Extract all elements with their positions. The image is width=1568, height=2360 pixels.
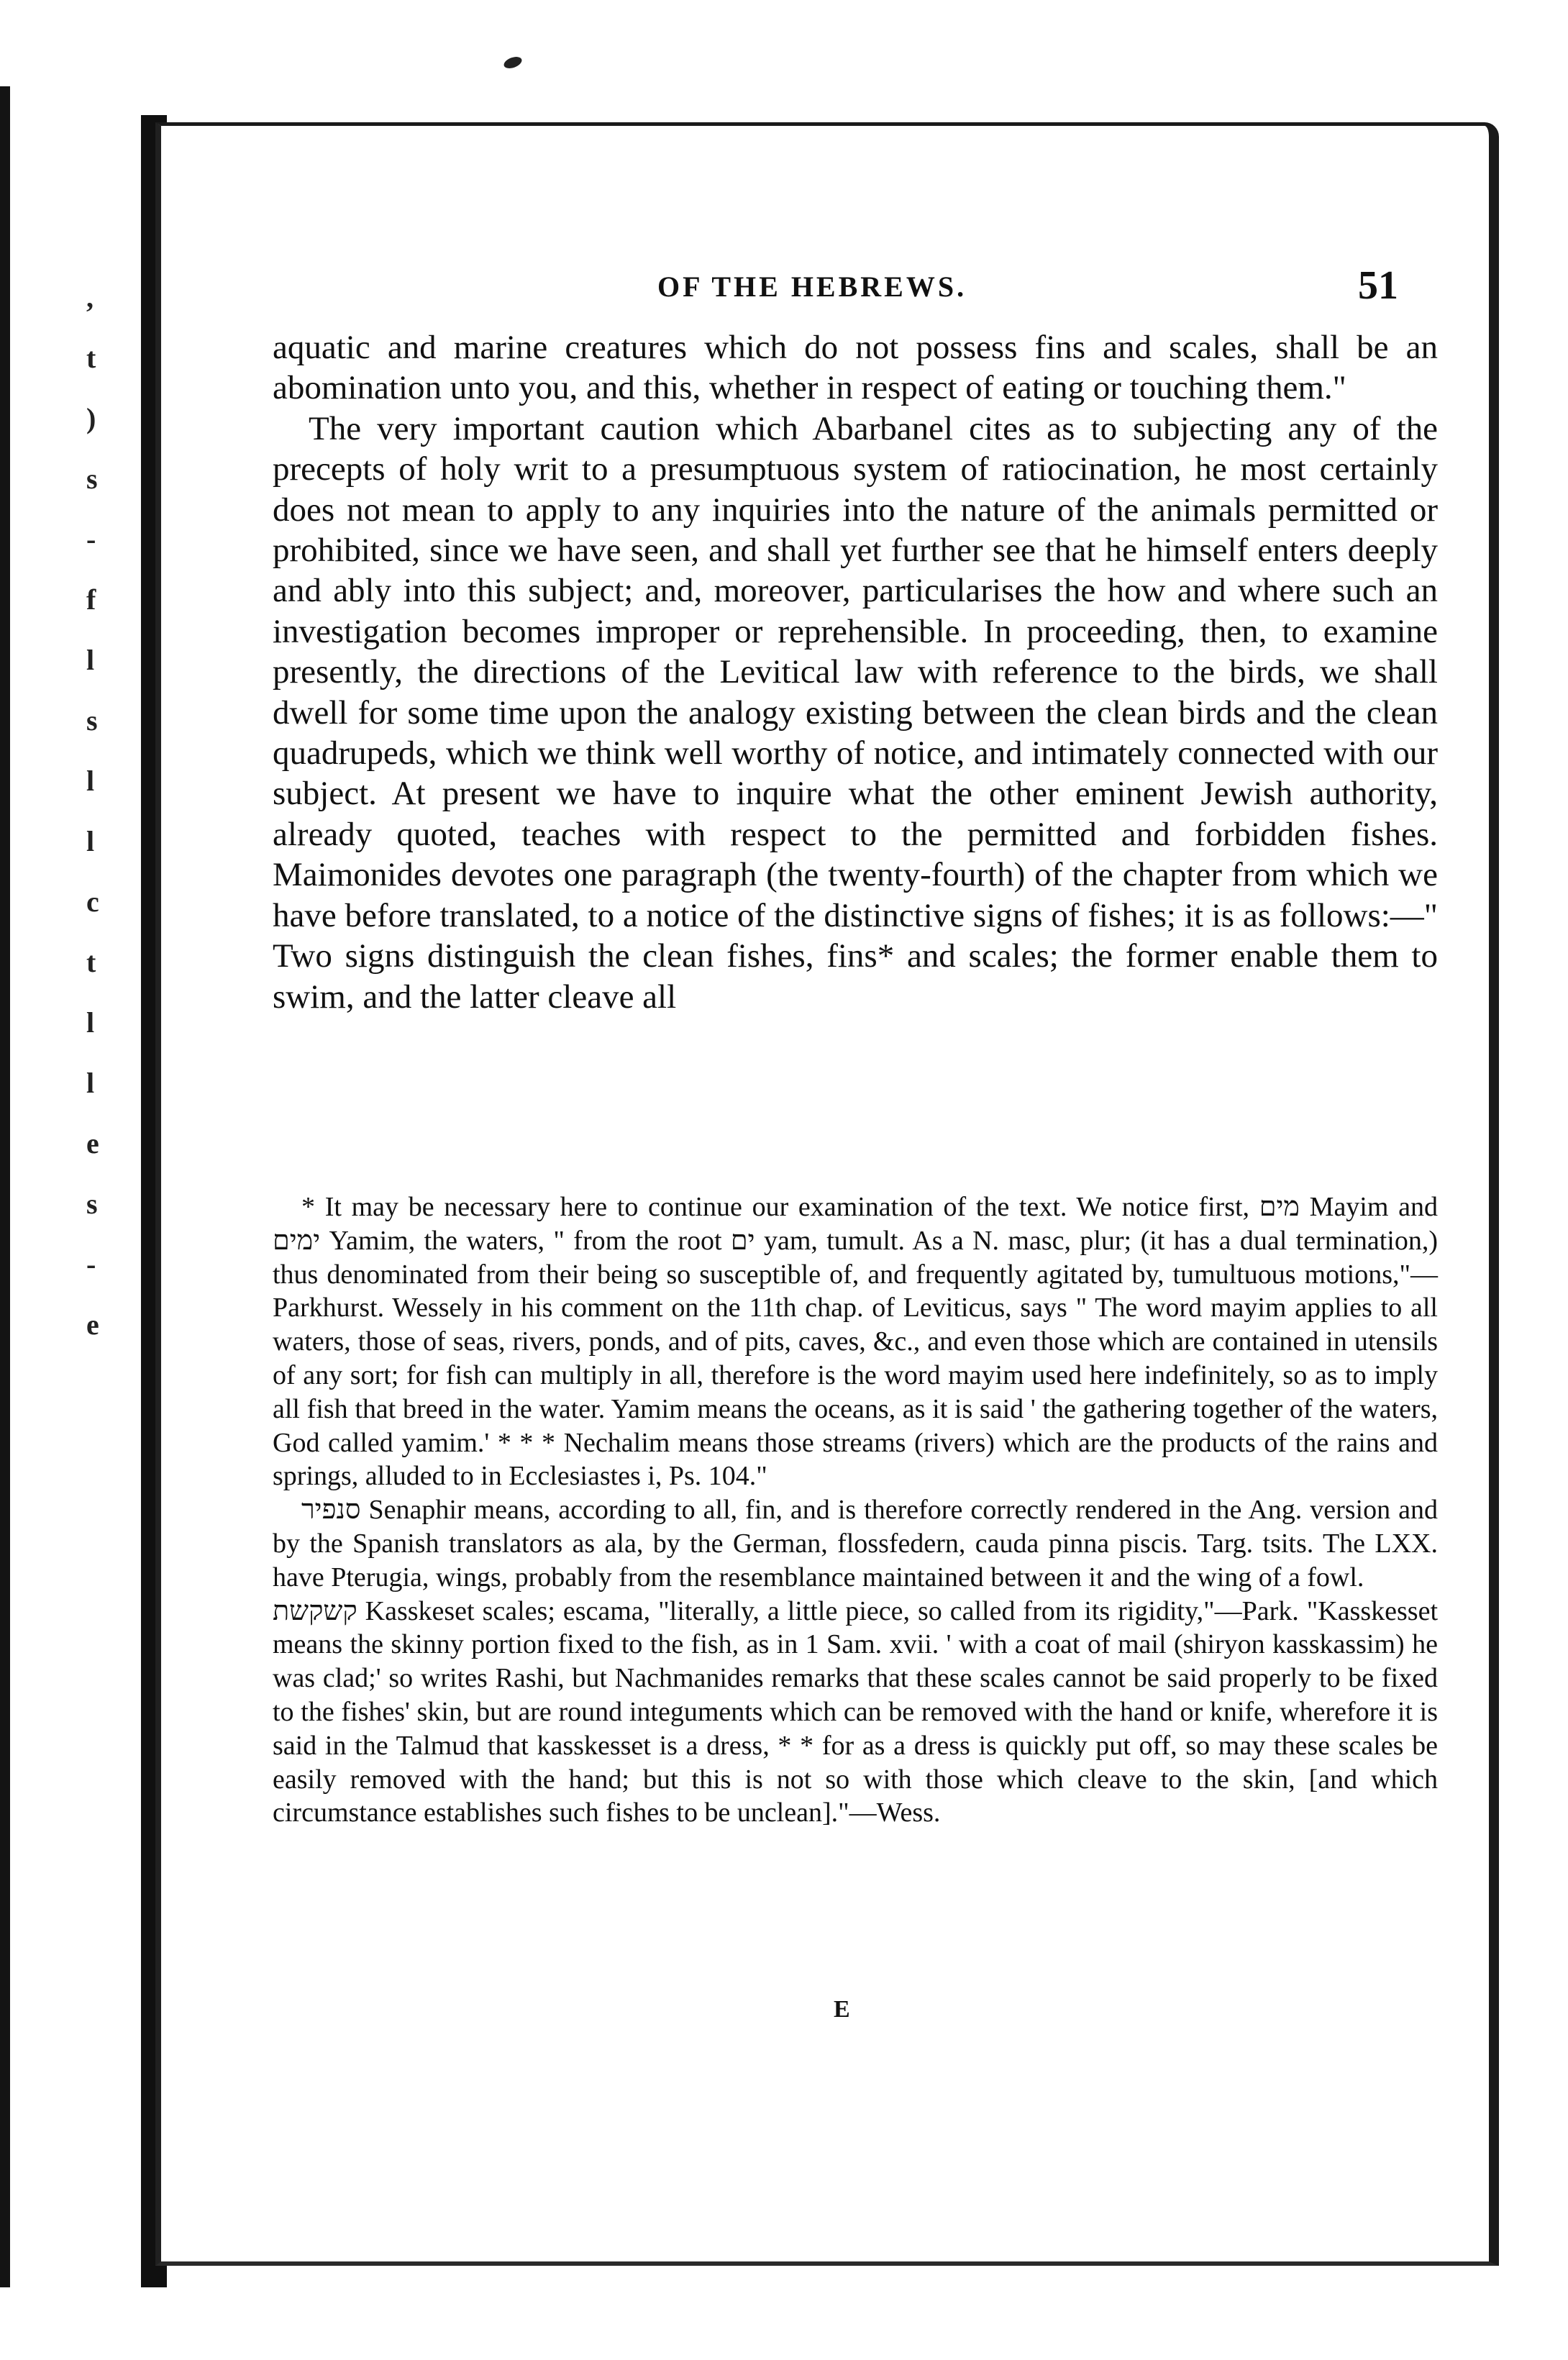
running-title: OF THE HEBREWS. bbox=[657, 270, 967, 303]
paragraph-2: The very important caution which Abarbanel cites as to subjecting any of the precepts of holy writ to a presumptuous system of ratiocination, he most certainly does not mean to apply to any inquiries into the nature of the animals permitted or prohibited, since we have seen, and shall yet further see that he himself enters deeply and ably into this subject; and, moreover, particularises the how and where such an investigation becomes improper or reprehensible. In proceeding, then, to examine presently, the directions of the Levitical law with reference to the birds, we shall dwell for some time upon the analogy existing between the clean birds and the clean quadrupeds, which we think well worthy of notice, and intimately connected with our subject. At present we have to inquire what the other eminent Jewish authority, already quoted, teaches with respect to the permitted and forbidden fishes. Maimonides devotes one paragraph (the twenty-fourth) of the chapter from which we have before translated, to a notice of the distinctive signs of fishes; it is as follows:—" Two signs distinguish the clean fishes, fins* and scales; the former enable them to swim, and the latter cleave all bbox=[273, 409, 1438, 1016]
left-margin-mark: f bbox=[86, 583, 96, 616]
left-margin-mark: s bbox=[86, 1188, 98, 1220]
left-margin-mark: l bbox=[86, 1067, 95, 1099]
left-margin-mark: l bbox=[86, 765, 95, 797]
left-margin-mark: e bbox=[86, 1127, 99, 1160]
left-page-margin-marks bbox=[86, 281, 129, 1368]
left-margin-mark: l bbox=[86, 825, 95, 857]
left-margin-mark: ) bbox=[86, 402, 96, 434]
footnotes bbox=[273, 1190, 1438, 1830]
paragraph-1: aquatic and marine creatures which do not possess fins and scales, shall be an abomination unto you, and this, whether in respect of eating or touching them." bbox=[273, 329, 1438, 407]
left-margin-mark: - bbox=[86, 1248, 96, 1280]
footnote-waters: * It may be necessary here to continue our examination of the text. We notice first, מים Mayim and ימים Yamim, the waters, " from the root ים yam, tumult. As a N. masc, plur; (it has a dual termination,) thus denominated from their being so susceptible of, and frequently agitated by, tumultuous motions,"—Parkhurst. Wessely in his comment on the 11th chap. of Leviticus, says " The word mayim applies to all waters, those of seas, rivers, ponds, and of pits, caves, &c., and even those which are contained in utensils of any sort; for fish can multiply in all, therefore is the word mayim used here indefinitely, so as to imply all fish that breed in the water. Yamim means the oceans, as it is said ' the gathering together of the waters, God called yamim.' * * * Nechalim means those streams (rivers) which are the products of the rains and springs, alluded to in Ecclesiastes i, Ps. 104." bbox=[273, 1192, 1438, 1492]
signature-mark: E bbox=[834, 1996, 850, 2023]
left-margin-mark: , bbox=[86, 281, 94, 314]
left-page-edge bbox=[0, 86, 10, 2287]
left-margin-mark: t bbox=[86, 342, 96, 374]
left-margin-mark: c bbox=[86, 885, 99, 918]
running-head bbox=[276, 263, 1427, 313]
left-margin-mark: t bbox=[86, 946, 96, 978]
left-margin-mark: l bbox=[86, 1006, 95, 1039]
left-margin-mark: - bbox=[86, 523, 96, 555]
footnote-senaphir: סנפיר Senaphir means, according to all, fin, and is therefore correctly rendered in the Ang. version and by the Spanish translators as ala, by the German, flossfedern, cauda pinna piscis. Targ. tsits. The LXX. have Pterugia, wings, probably from the resemblance maintained between it and the wing of a fowl. bbox=[273, 1495, 1438, 1593]
scan-speck bbox=[502, 55, 523, 70]
left-margin-mark: s bbox=[86, 463, 98, 495]
book-page bbox=[155, 122, 1499, 2266]
left-margin-mark: l bbox=[86, 644, 95, 676]
left-margin-mark: s bbox=[86, 704, 98, 737]
left-margin-mark: e bbox=[86, 1308, 99, 1341]
main-text bbox=[273, 327, 1438, 1017]
footnote-kasskeset: קשקשת Kasskeset scales; escama, "literally, a little piece, so called from its rigidity,"—Park. "Kasskesset means the skinny portion fixed to the fish, as in 1 Sam. xvii. ' with a coat of mail (shiryon kasskassim) he was clad;' so writes Rashi, but Nachmanides remarks that these scales cannot be said properly to be fixed to the fishes' skin, but are round integuments which can be removed with the hand or knife, wherefore it is said in the Talmud that kasskesset is a dress, * * for as a dress is quickly put off, so may these scales be easily removed with the hand; but this is not so with those which cleave to the skin, [and which circumstance establishes such fishes to be unclean]."—Wess. bbox=[273, 1595, 1438, 1828]
page-number: 51 bbox=[1358, 263, 1398, 308]
